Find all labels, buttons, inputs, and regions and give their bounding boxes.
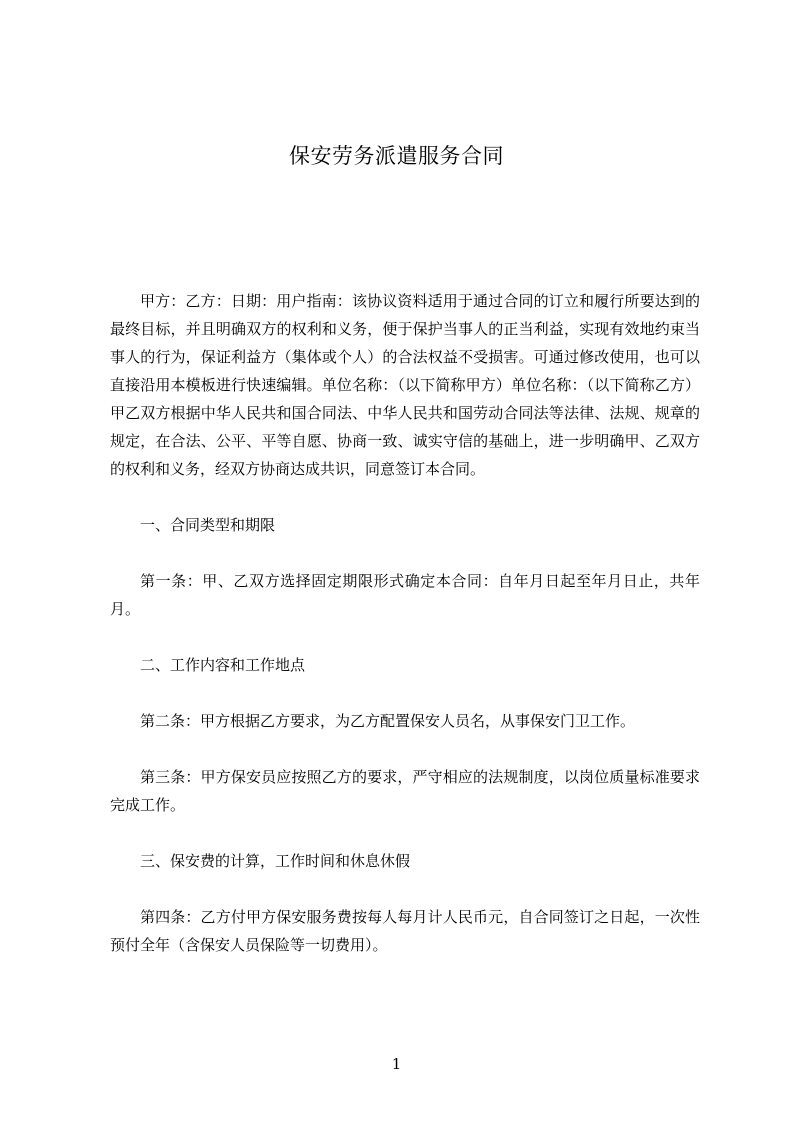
article-4: 第四条：乙方付甲方保安服务费按每人每月计人民币元，自合同签订之日起，一次性预付全年（含保安人员保险等一切费用）。 [110, 908, 700, 954]
document-body [110, 287, 700, 959]
paragraph-spacer [110, 819, 700, 847]
article-2: 第二条：甲方根据乙方要求，为乙方配置保安人员名，从事保安门卫工作。 [140, 712, 636, 730]
intro-paragraph: 甲方：乙方：日期：用户指南：该协议资料适用于通过合同的订立和履行所要达到的最终目标，并且明确双方的权利和义务，便于保护当事人的正当利益，实现有效地约束当事人的行为，保证利益方（集体或个人）的合法权益不受损害。可通过修改使用，也可以直接沿用本模板进行快速编辑。单位名称：（以下简称甲方）单位名称：（以下简称乙方）甲乙双方根据中华人民共和国合同法、中华人民共和国劳动合同法等法律、法规、规章的规定，在合法、公平、平等自愿、协商一致、诚实守信的基础上，进一步明确甲、乙双方的权利和义务，经双方协商达成共识，同意签订本合同。 [110, 292, 700, 478]
article-3: 第三条：甲方保安员应按照乙方的要求，严守相应的法规制度，以岗位质量标准要求完成工作。 [110, 768, 700, 814]
paragraph-spacer [110, 483, 700, 511]
document-title: 保安劳务派遣服务合同 [289, 144, 504, 168]
paragraph-spacer [110, 623, 700, 651]
paragraph-spacer [110, 679, 700, 707]
paragraph-spacer [110, 875, 700, 903]
paragraph-spacer [110, 735, 700, 763]
article-1: 第一条：甲、乙双方选择固定期限形式确定本合同：自年月日起至年月日止，共年月。 [110, 572, 700, 618]
section-heading-2: 二、工作内容和工作地点 [140, 656, 306, 674]
section-heading-1: 一、合同类型和期限 [140, 516, 276, 534]
paragraph-spacer [110, 539, 700, 567]
section-heading-3: 三、保安费的计算，工作时间和休息休假 [140, 852, 411, 870]
page-number: 1 [391, 1055, 402, 1073]
